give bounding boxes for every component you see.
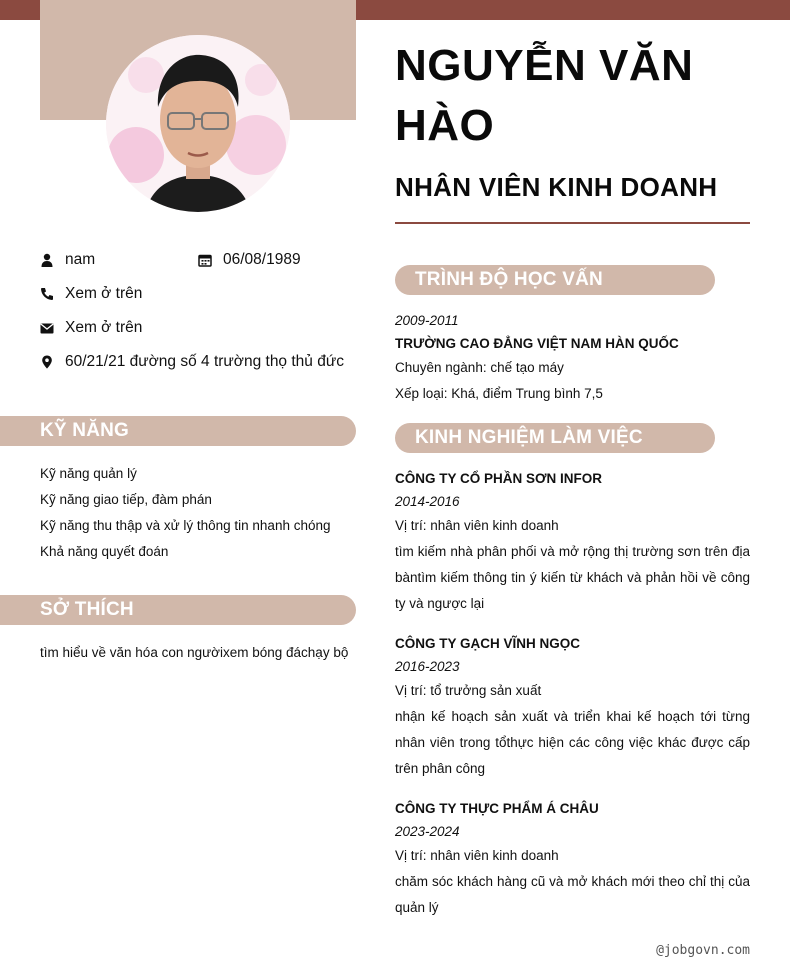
experience-company: CÔNG TY THỰC PHẨM Á CHÂU [395, 801, 599, 816]
address-row [40, 353, 344, 371]
hobbies-list [40, 640, 356, 666]
email-row [40, 319, 142, 337]
education-grade: Xếp loại: Khá, điểm Trung bình 7,5 [395, 386, 603, 401]
experience-position: Vị trí: tổ trưởng sản xuất [395, 683, 542, 698]
experience-company: CÔNG TY GẠCH VĨNH NGỌC [395, 636, 581, 651]
skills-list [40, 461, 356, 565]
experience-position: Vị trí: nhân viên kinh doanh [395, 518, 559, 533]
map-pin-icon [40, 354, 54, 370]
birthdate-row [198, 251, 301, 269]
experience-entry [395, 797, 750, 921]
experience-heading: KINH NGHIỆM LÀM VIỆC [395, 423, 715, 453]
skill-item: Kỹ năng giao tiếp, đàm phán [40, 492, 212, 507]
skill-item: Kỹ năng quản lý [40, 466, 137, 481]
education-heading: TRÌNH ĐỘ HỌC VẤN [395, 265, 715, 295]
user-icon [40, 252, 54, 268]
calendar-icon [198, 252, 212, 268]
birthdate-value: 06/08/1989 [223, 251, 301, 268]
experience-period: 2016-2023 [395, 659, 460, 674]
experience-description: nhận kế hoạch sản xuất và triển khai kế hoạch tới từng nhân viên trong tổthực hiện các công việc khác được cấp trên phân công [395, 709, 750, 776]
title-divider [395, 222, 750, 224]
experience-entry [395, 632, 750, 782]
skills-heading: KỸ NĂNG [0, 416, 356, 446]
experience-company: CÔNG TY CỔ PHẦN SƠN INFOR [395, 471, 603, 486]
job-title: NHÂN VIÊN KINH DOANH [395, 172, 718, 202]
hobbies-heading: SỞ THÍCH [0, 595, 356, 625]
full-name: NGUYỄN VĂN HÀO [395, 41, 694, 150]
education-major: Chuyên ngành: chế tạo máy [395, 360, 564, 375]
footer-watermark: @jobgovn.com [656, 943, 750, 958]
experience-period: 2023-2024 [395, 824, 460, 839]
experience-entry [395, 467, 750, 617]
education-period: 2009-2011 [395, 313, 459, 328]
education-entry [395, 309, 750, 407]
gender-row [40, 251, 95, 269]
envelope-icon [40, 320, 54, 336]
experience-position: Vị trí: nhân viên kinh doanh [395, 848, 559, 863]
gender-value: nam [65, 251, 96, 268]
skill-item: Khả năng quyết đoán [40, 544, 169, 559]
experience-description: tìm kiếm nhà phân phối và mở rộng thị trường sơn trên địa bàntìm kiếm thông tin ý kiến từ khách và phản hồi về công ty và ngược lại [395, 544, 750, 611]
email-value: Xem ở trên [65, 319, 143, 336]
address-value: 60/21/21 đường số 4 trường thọ thủ đức [65, 353, 344, 370]
education-school: TRƯỜNG CAO ĐẲNG VIỆT NAM HÀN QUỐC [395, 336, 679, 351]
phone-icon [40, 286, 54, 302]
skill-item: Kỹ năng thu thập và xử lý thông tin nhanh chóng [40, 518, 331, 533]
avatar [106, 35, 290, 212]
experience-period: 2014-2016 [395, 494, 460, 509]
hobbies-text: tìm hiểu về văn hóa con ngườixem bóng đáchạy bộ [40, 645, 349, 660]
phone-value: Xem ở trên [65, 285, 143, 302]
experience-description: chăm sóc khách hàng cũ và mở khách mới theo chỉ thị của quản lý [395, 874, 750, 915]
phone-row [40, 285, 142, 303]
